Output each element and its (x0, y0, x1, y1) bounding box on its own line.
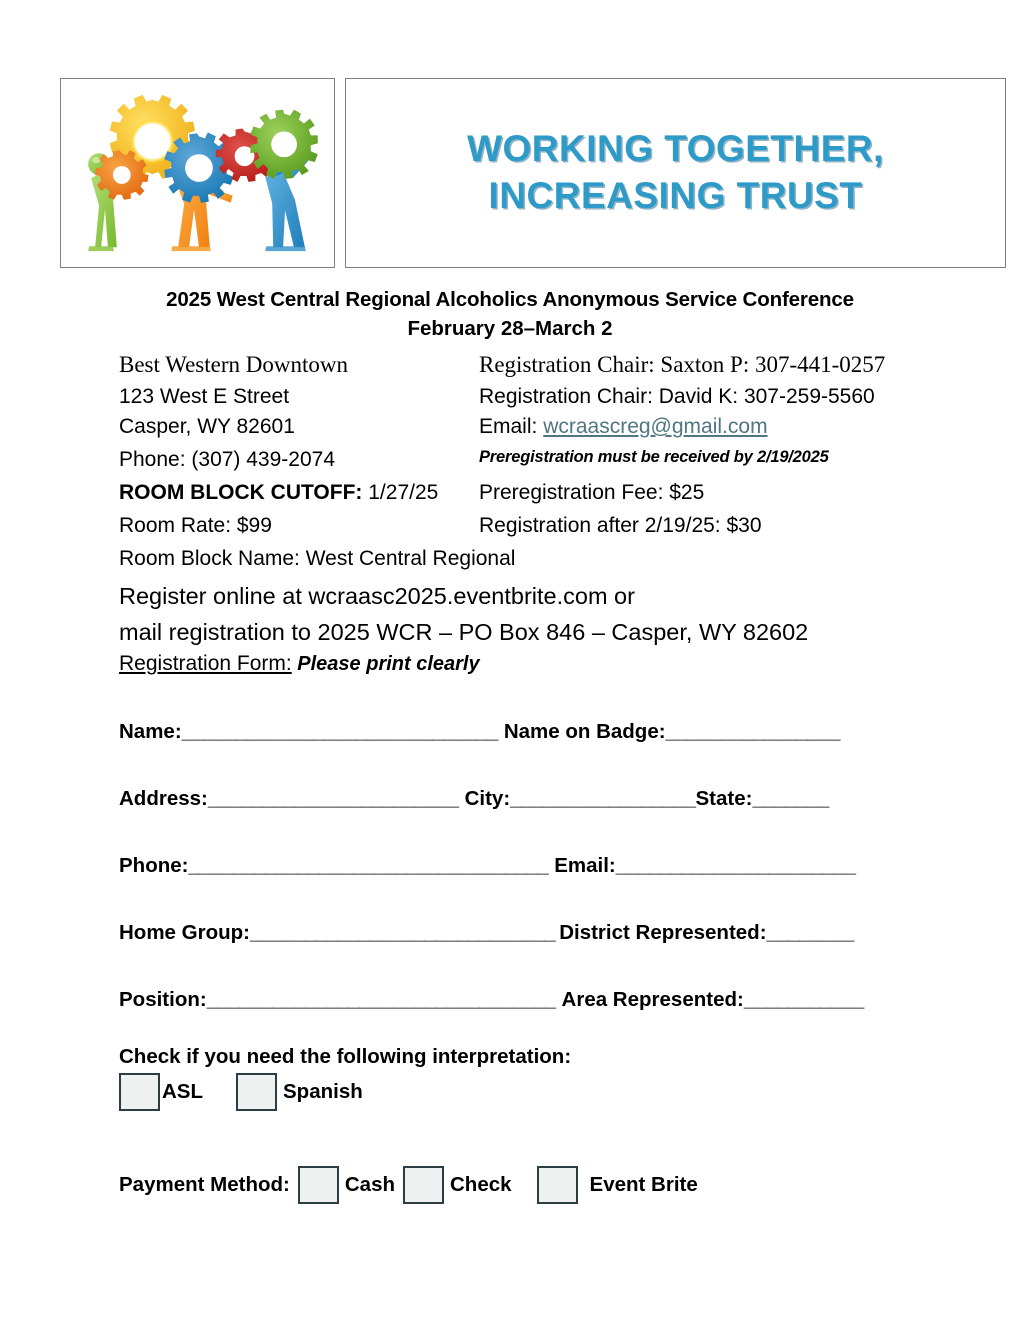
checkbox-spanish[interactable] (236, 1073, 277, 1111)
checkbox-asl-label: ASL (162, 1080, 203, 1103)
payment-method-row (119, 1166, 698, 1204)
late-registration-fee: Registration after 2/19/25: $30 (479, 514, 762, 537)
name-on-badge-label: Name on Badge: (503, 720, 666, 743)
preregistration-deadline-note: Preregistration must be received by 2/19/2025 (479, 448, 829, 466)
detail-row (119, 385, 919, 415)
form-row-home-group (119, 921, 909, 988)
registration-chair-2: Registration Chair: David K: 307-259-5560 (479, 385, 875, 408)
interpretation-options (119, 1073, 363, 1111)
document-header (60, 78, 1006, 268)
phone-label: Phone: (119, 854, 189, 877)
registration-form-label: Registration Form: (119, 652, 292, 675)
checkbox-check[interactable] (403, 1166, 444, 1204)
logo-box (60, 78, 335, 268)
form-row-name (119, 720, 909, 787)
venue-phone: Phone: (307) 439-2074 (119, 448, 335, 471)
register-by-mail-line: mail registration to 2025 WCR – PO Box 846 – Casper, WY 82602 (119, 619, 809, 645)
email-input[interactable]: ______________________ (615, 854, 856, 877)
room-block-cutoff-label: ROOM BLOCK CUTOFF: (119, 481, 363, 504)
venue-city-state-zip: Casper, WY 82601 (119, 415, 295, 438)
room-rate: Room Rate: $99 (119, 514, 272, 537)
room-block-cutoff-value: 1/27/25 (362, 481, 439, 504)
print-clearly-note: Please print clearly (291, 653, 480, 675)
email-link[interactable]: wcraascreg@gmail.com (543, 415, 768, 438)
registration-chair-1: Registration Chair: Saxton P: 307-441-0257 (479, 352, 886, 377)
area-represented-label: Area Represented: (561, 988, 744, 1011)
detail-row (119, 415, 919, 448)
district-represented-label: District Represented: (559, 921, 767, 944)
email-label: Email: (479, 415, 544, 438)
email-label-field: Email: (554, 854, 616, 877)
register-online-line: Register online at wcraasc2025.eventbrite.com or (119, 583, 635, 609)
banner-title-line-1: WORKING TOGETHER, (467, 128, 884, 170)
city-input[interactable]: _________________ (510, 787, 696, 810)
address-label: Address: (119, 787, 208, 810)
conference-dates: February 28–March 2 (407, 317, 613, 340)
checkbox-asl[interactable] (119, 1073, 160, 1111)
checkbox-event-brite[interactable] (537, 1166, 578, 1204)
email-row (479, 415, 768, 439)
home-group-input[interactable]: ____________________________ (249, 921, 556, 944)
registration-instructions (119, 578, 808, 650)
preregistration-fee: Preregistration Fee: $25 (479, 481, 705, 504)
checkbox-cash[interactable] (298, 1166, 339, 1204)
position-input[interactable]: ________________________________ (206, 988, 556, 1011)
banner-title-line-2: INCREASING TRUST (488, 175, 863, 216)
position-label: Position: (119, 988, 207, 1011)
detail-row (119, 514, 919, 547)
room-block-name: Room Block Name: West Central Regional (119, 547, 516, 570)
checkbox-event-brite-label: Event Brite (589, 1173, 698, 1196)
district-represented-input[interactable]: ________ (766, 921, 854, 944)
name-input[interactable]: _____________________________ (181, 720, 498, 743)
detail-row (119, 352, 919, 385)
venue-street: 123 West E Street (119, 385, 290, 408)
form-row-address (119, 787, 909, 854)
detail-row (119, 547, 919, 580)
state-label: State: (695, 787, 753, 810)
payment-method-label: Payment Method: (119, 1173, 290, 1196)
home-group-label: Home Group: (119, 921, 250, 944)
registration-form-fields (119, 720, 909, 1055)
room-block-cutoff (119, 481, 438, 505)
banner-title-box (345, 78, 1006, 268)
form-row-phone (119, 854, 909, 921)
state-input[interactable]: _______ (752, 787, 829, 810)
venue-name: Best Western Downtown (119, 352, 348, 377)
address-input[interactable]: _______________________ (207, 787, 459, 810)
detail-row (119, 448, 919, 481)
checkbox-check-label: Check (450, 1173, 512, 1196)
event-details (119, 352, 919, 580)
checkbox-cash-label: Cash (344, 1173, 395, 1196)
phone-input[interactable]: _________________________________ (188, 854, 549, 877)
interpretation-heading: Check if you need the following interpretation: (119, 1045, 572, 1068)
name-label: Name: (119, 720, 182, 743)
conference-title: 2025 West Central Regional Alcoholics Anonymous Service Conference (166, 288, 854, 311)
checkbox-spanish-label: Spanish (283, 1080, 363, 1103)
area-represented-input[interactable]: ___________ (743, 988, 864, 1011)
registration-form-heading (119, 652, 480, 676)
teamwork-gears-icon (61, 79, 334, 267)
name-on-badge-input[interactable]: ________________ (665, 720, 840, 743)
city-label: City: (464, 787, 511, 810)
detail-row (119, 481, 919, 514)
